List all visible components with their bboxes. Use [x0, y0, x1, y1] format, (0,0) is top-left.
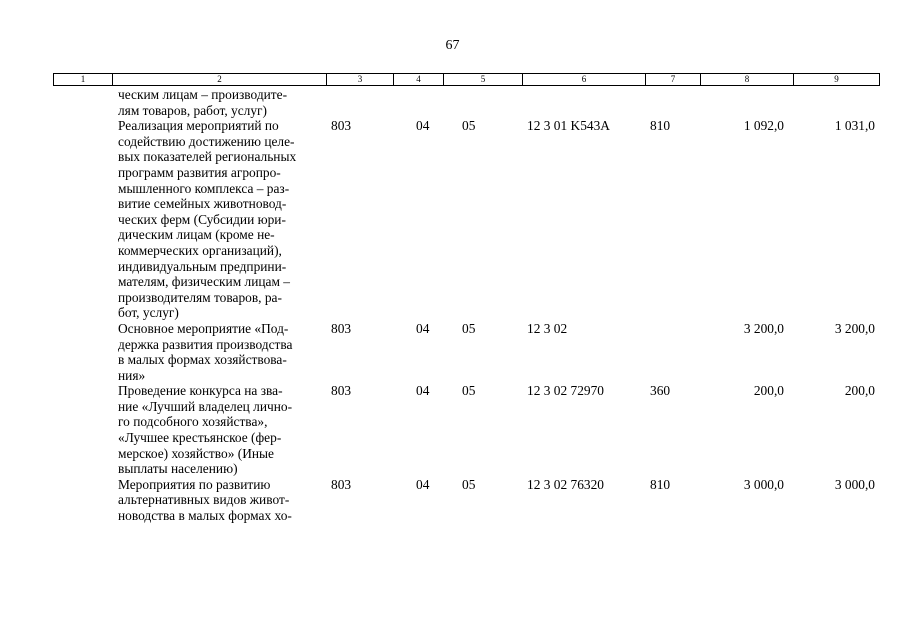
cell-c8: 200,0	[753, 383, 784, 399]
description-line: Мероприятия по развитию	[118, 476, 271, 492]
cell-c9: 3 000,0	[834, 476, 875, 492]
description-line: дическим лицам (кроме не-	[118, 227, 275, 243]
description-line: ческих ферм (Субсидии юри-	[118, 211, 286, 227]
description-line: новодства в малых формах хо-	[118, 508, 292, 524]
cell-c9: 1 031,0	[834, 118, 875, 134]
table-row	[0, 118, 905, 321]
cell-c6: 12 3 01 K543A	[527, 118, 610, 134]
description-line: ние «Лучший владелец лично-	[118, 398, 293, 414]
cell-c7: 810	[650, 118, 671, 134]
description-line: в малых формах хозяйствова-	[118, 352, 287, 368]
row-description	[118, 118, 328, 321]
description-line: ческим лицам – производите-	[118, 87, 288, 102]
cell-c9: 3 200,0	[834, 320, 875, 336]
description-line: лям товаров, работ, услуг)	[118, 102, 268, 118]
cell-c3: 803	[331, 383, 352, 399]
column-header: 2	[112, 74, 326, 85]
cell-c3: 803	[331, 320, 352, 336]
description-line: держка развития производства	[118, 336, 293, 352]
cell-c8: 1 092,0	[743, 118, 784, 134]
cell-c4: 04	[416, 118, 430, 134]
cell-c3: 803	[331, 476, 352, 492]
cell-c8: 3 200,0	[743, 320, 784, 336]
description-line: ния»	[118, 367, 146, 383]
column-header: 4	[393, 74, 443, 85]
description-line: альтернативных видов живот-	[118, 492, 290, 508]
column-header: 9	[793, 74, 879, 85]
table-body	[0, 87, 905, 524]
cell-c5: 05	[462, 476, 476, 492]
description-line: Проведение конкурса на зва-	[118, 383, 283, 399]
table-header	[53, 73, 880, 86]
table-row	[0, 321, 905, 383]
column-header: 1	[80, 74, 86, 84]
table-row	[0, 87, 905, 118]
description-line: «Лучшее крестьянское (фер-	[118, 430, 282, 446]
cell-c4: 04	[416, 383, 430, 399]
cell-c5: 05	[462, 320, 476, 336]
cell-c6: 12 3 02	[527, 320, 568, 336]
column-header: 3	[326, 74, 393, 85]
table-row	[0, 477, 905, 524]
description-line: вых показателей региональных	[118, 149, 297, 165]
description-line: выплаты населению)	[118, 461, 238, 477]
row-description	[118, 321, 328, 383]
description-line: коммерческих организаций),	[118, 242, 282, 258]
cell-c5: 05	[462, 118, 476, 134]
description-line: мышленного комплекса – раз-	[118, 180, 290, 196]
cell-c4: 04	[416, 320, 430, 336]
cell-c3: 803	[331, 118, 352, 134]
description-line: витие семейных животновод-	[118, 196, 287, 212]
cell-c9: 200,0	[844, 383, 875, 399]
description-line: производителям товаров, ра-	[118, 289, 282, 305]
row-description	[118, 87, 328, 118]
cell-c5: 05	[462, 383, 476, 399]
table-row	[0, 383, 905, 477]
column-header: 5	[443, 74, 522, 85]
cell-c6: 12 3 02 72970	[527, 383, 604, 399]
page-number: 67	[445, 38, 460, 53]
column-header: 7	[645, 74, 700, 85]
description-line: го подсобного хозяйства»,	[118, 414, 268, 430]
row-description	[118, 383, 328, 477]
description-line: содействию достижению целе-	[118, 133, 295, 149]
description-line: программ развития агропро-	[118, 164, 281, 180]
description-line: индивидуальным предприни-	[118, 258, 287, 274]
description-line: мерское) хозяйство» (Иные	[118, 445, 274, 461]
column-header: 8	[700, 74, 793, 85]
description-line: мателям, физическим лицам –	[118, 274, 291, 290]
cell-c8: 3 000,0	[743, 476, 784, 492]
cell-c4: 04	[416, 476, 430, 492]
description-line: бот, услуг)	[118, 305, 179, 321]
description-line: Основное мероприятие «Под-	[118, 320, 289, 336]
cell-c7: 360	[650, 383, 671, 399]
row-description	[118, 477, 328, 524]
cell-c7: 810	[650, 476, 671, 492]
column-header: 6	[522, 74, 645, 85]
cell-c6: 12 3 02 76320	[527, 476, 604, 492]
description-line: Реализация мероприятий по	[118, 118, 279, 134]
